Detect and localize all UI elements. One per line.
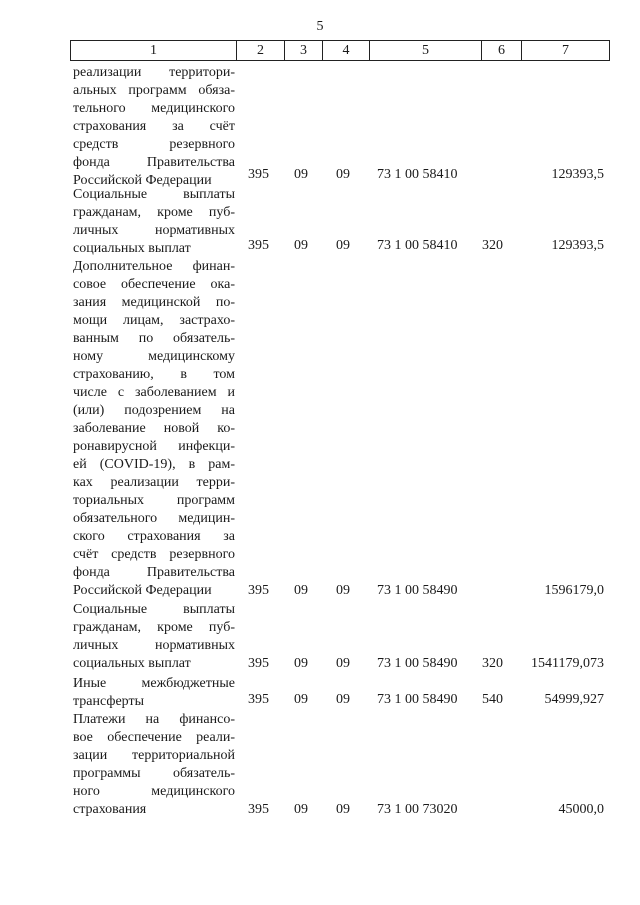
cell-col-2: 395 bbox=[248, 802, 269, 817]
cell-col-3: 09 bbox=[294, 692, 308, 707]
description-line: Дополнительное финан- bbox=[73, 259, 235, 274]
description-line: фонда Правительства bbox=[73, 155, 235, 170]
row-description bbox=[73, 64, 235, 190]
description-line: фонда Правительства bbox=[73, 565, 235, 580]
cell-col-4: 09 bbox=[336, 692, 350, 707]
cell-col-7: 129393,5 bbox=[551, 167, 604, 182]
cell-col-5: 73 1 00 58490 bbox=[377, 583, 458, 598]
header-col-3: 3 bbox=[285, 41, 323, 60]
cell-col-2: 395 bbox=[248, 583, 269, 598]
cell-col-6: 320 bbox=[482, 656, 503, 671]
cell-col-3: 09 bbox=[294, 656, 308, 671]
cell-col-4: 09 bbox=[336, 802, 350, 817]
description-line: ториальных программ bbox=[73, 493, 235, 508]
description-line: личных нормативных bbox=[73, 638, 235, 653]
description-line: Российской Федерации bbox=[73, 583, 212, 598]
description-line: тельного медицинского bbox=[73, 101, 235, 116]
description-line: Платежи на финансо- bbox=[73, 712, 235, 727]
cell-col-2: 395 bbox=[248, 167, 269, 182]
row-description bbox=[73, 258, 235, 600]
description-line: страхования bbox=[73, 802, 147, 817]
description-line: (или) подозрением на bbox=[73, 403, 235, 418]
description-line: ского страхования за bbox=[73, 529, 235, 544]
description-line: счёт средств резервного bbox=[73, 547, 235, 562]
description-line: социальных выплат bbox=[73, 241, 191, 256]
description-line: ванным по обязатель- bbox=[73, 331, 235, 346]
cell-col-2: 395 bbox=[248, 692, 269, 707]
cell-col-2: 395 bbox=[248, 238, 269, 253]
page-number: 5 bbox=[316, 19, 324, 34]
description-line: личных нормативных bbox=[73, 223, 235, 238]
cell-col-5: 73 1 00 58410 bbox=[377, 238, 458, 253]
description-line: страхования за счёт bbox=[73, 119, 235, 134]
cell-col-3: 09 bbox=[294, 802, 308, 817]
cell-col-7: 1541179,073 bbox=[531, 656, 604, 671]
description-line: программы обязатель- bbox=[73, 766, 235, 781]
description-line: ному медицинскому bbox=[73, 349, 235, 364]
description-line: ках реализации терри- bbox=[73, 475, 235, 490]
cell-col-5: 73 1 00 58490 bbox=[377, 656, 458, 671]
header-col-4: 4 bbox=[323, 41, 370, 60]
description-line: ного медицинского bbox=[73, 784, 235, 799]
description-line: ронавирусной инфекци- bbox=[73, 439, 235, 454]
description-line: гражданам, кроме пуб- bbox=[73, 620, 235, 635]
description-line: альных программ обяза- bbox=[73, 83, 235, 98]
description-line: Социальные выплаты bbox=[73, 187, 235, 202]
row-description bbox=[73, 675, 235, 711]
cell-col-4: 09 bbox=[336, 583, 350, 598]
cell-col-5: 73 1 00 58490 bbox=[377, 692, 458, 707]
cell-col-4: 09 bbox=[336, 167, 350, 182]
description-line: Российской Федерации bbox=[73, 173, 212, 188]
cell-col-7: 1596179,0 bbox=[544, 583, 604, 598]
table-header-row bbox=[70, 40, 610, 61]
header-col-7: 7 bbox=[562, 43, 569, 58]
cell-col-5: 73 1 00 58410 bbox=[377, 167, 458, 182]
description-line: числе с заболеванием и bbox=[73, 385, 235, 400]
header-col-5: 5 bbox=[370, 41, 482, 60]
cell-col-5: 73 1 00 73020 bbox=[377, 802, 458, 817]
description-line: страхованию, в том bbox=[73, 367, 235, 382]
cell-col-4: 09 bbox=[336, 238, 350, 253]
cell-col-7: 54999,927 bbox=[544, 692, 604, 707]
header-col-6: 6 bbox=[482, 41, 522, 60]
description-line: вое обеспечение реали- bbox=[73, 730, 235, 745]
description-line: реализации территори- bbox=[73, 65, 235, 80]
description-line: обязательного медицин- bbox=[73, 511, 235, 526]
description-line: Иные межбюджетные bbox=[73, 676, 235, 691]
cell-col-7: 45000,0 bbox=[558, 802, 604, 817]
cell-col-6: 320 bbox=[482, 238, 503, 253]
cell-col-7: 129393,5 bbox=[551, 238, 604, 253]
description-line: мощи лицам, застрахо- bbox=[73, 313, 235, 328]
description-line: совое обеспечение ока- bbox=[73, 277, 235, 292]
cell-col-3: 09 bbox=[294, 167, 308, 182]
description-line: социальных выплат bbox=[73, 656, 191, 671]
cell-col-6: 540 bbox=[482, 692, 503, 707]
description-line: трансферты bbox=[73, 694, 145, 709]
header-col-1: 1 bbox=[71, 41, 237, 60]
cell-col-4: 09 bbox=[336, 656, 350, 671]
row-description bbox=[73, 186, 235, 258]
description-line: ей (COVID-19), в рам- bbox=[73, 457, 235, 472]
row-description bbox=[73, 711, 235, 819]
row-description bbox=[73, 601, 235, 673]
header-col-2: 2 bbox=[237, 41, 285, 60]
cell-col-3: 09 bbox=[294, 238, 308, 253]
description-line: средств резервного bbox=[73, 137, 235, 152]
cell-col-3: 09 bbox=[294, 583, 308, 598]
cell-col-2: 395 bbox=[248, 656, 269, 671]
description-line: гражданам, кроме пуб- bbox=[73, 205, 235, 220]
description-line: Социальные выплаты bbox=[73, 602, 235, 617]
description-line: зания медицинской по- bbox=[73, 295, 235, 310]
description-line: заболевание новой ко- bbox=[73, 421, 235, 436]
description-line: зации территориальной bbox=[73, 748, 235, 763]
